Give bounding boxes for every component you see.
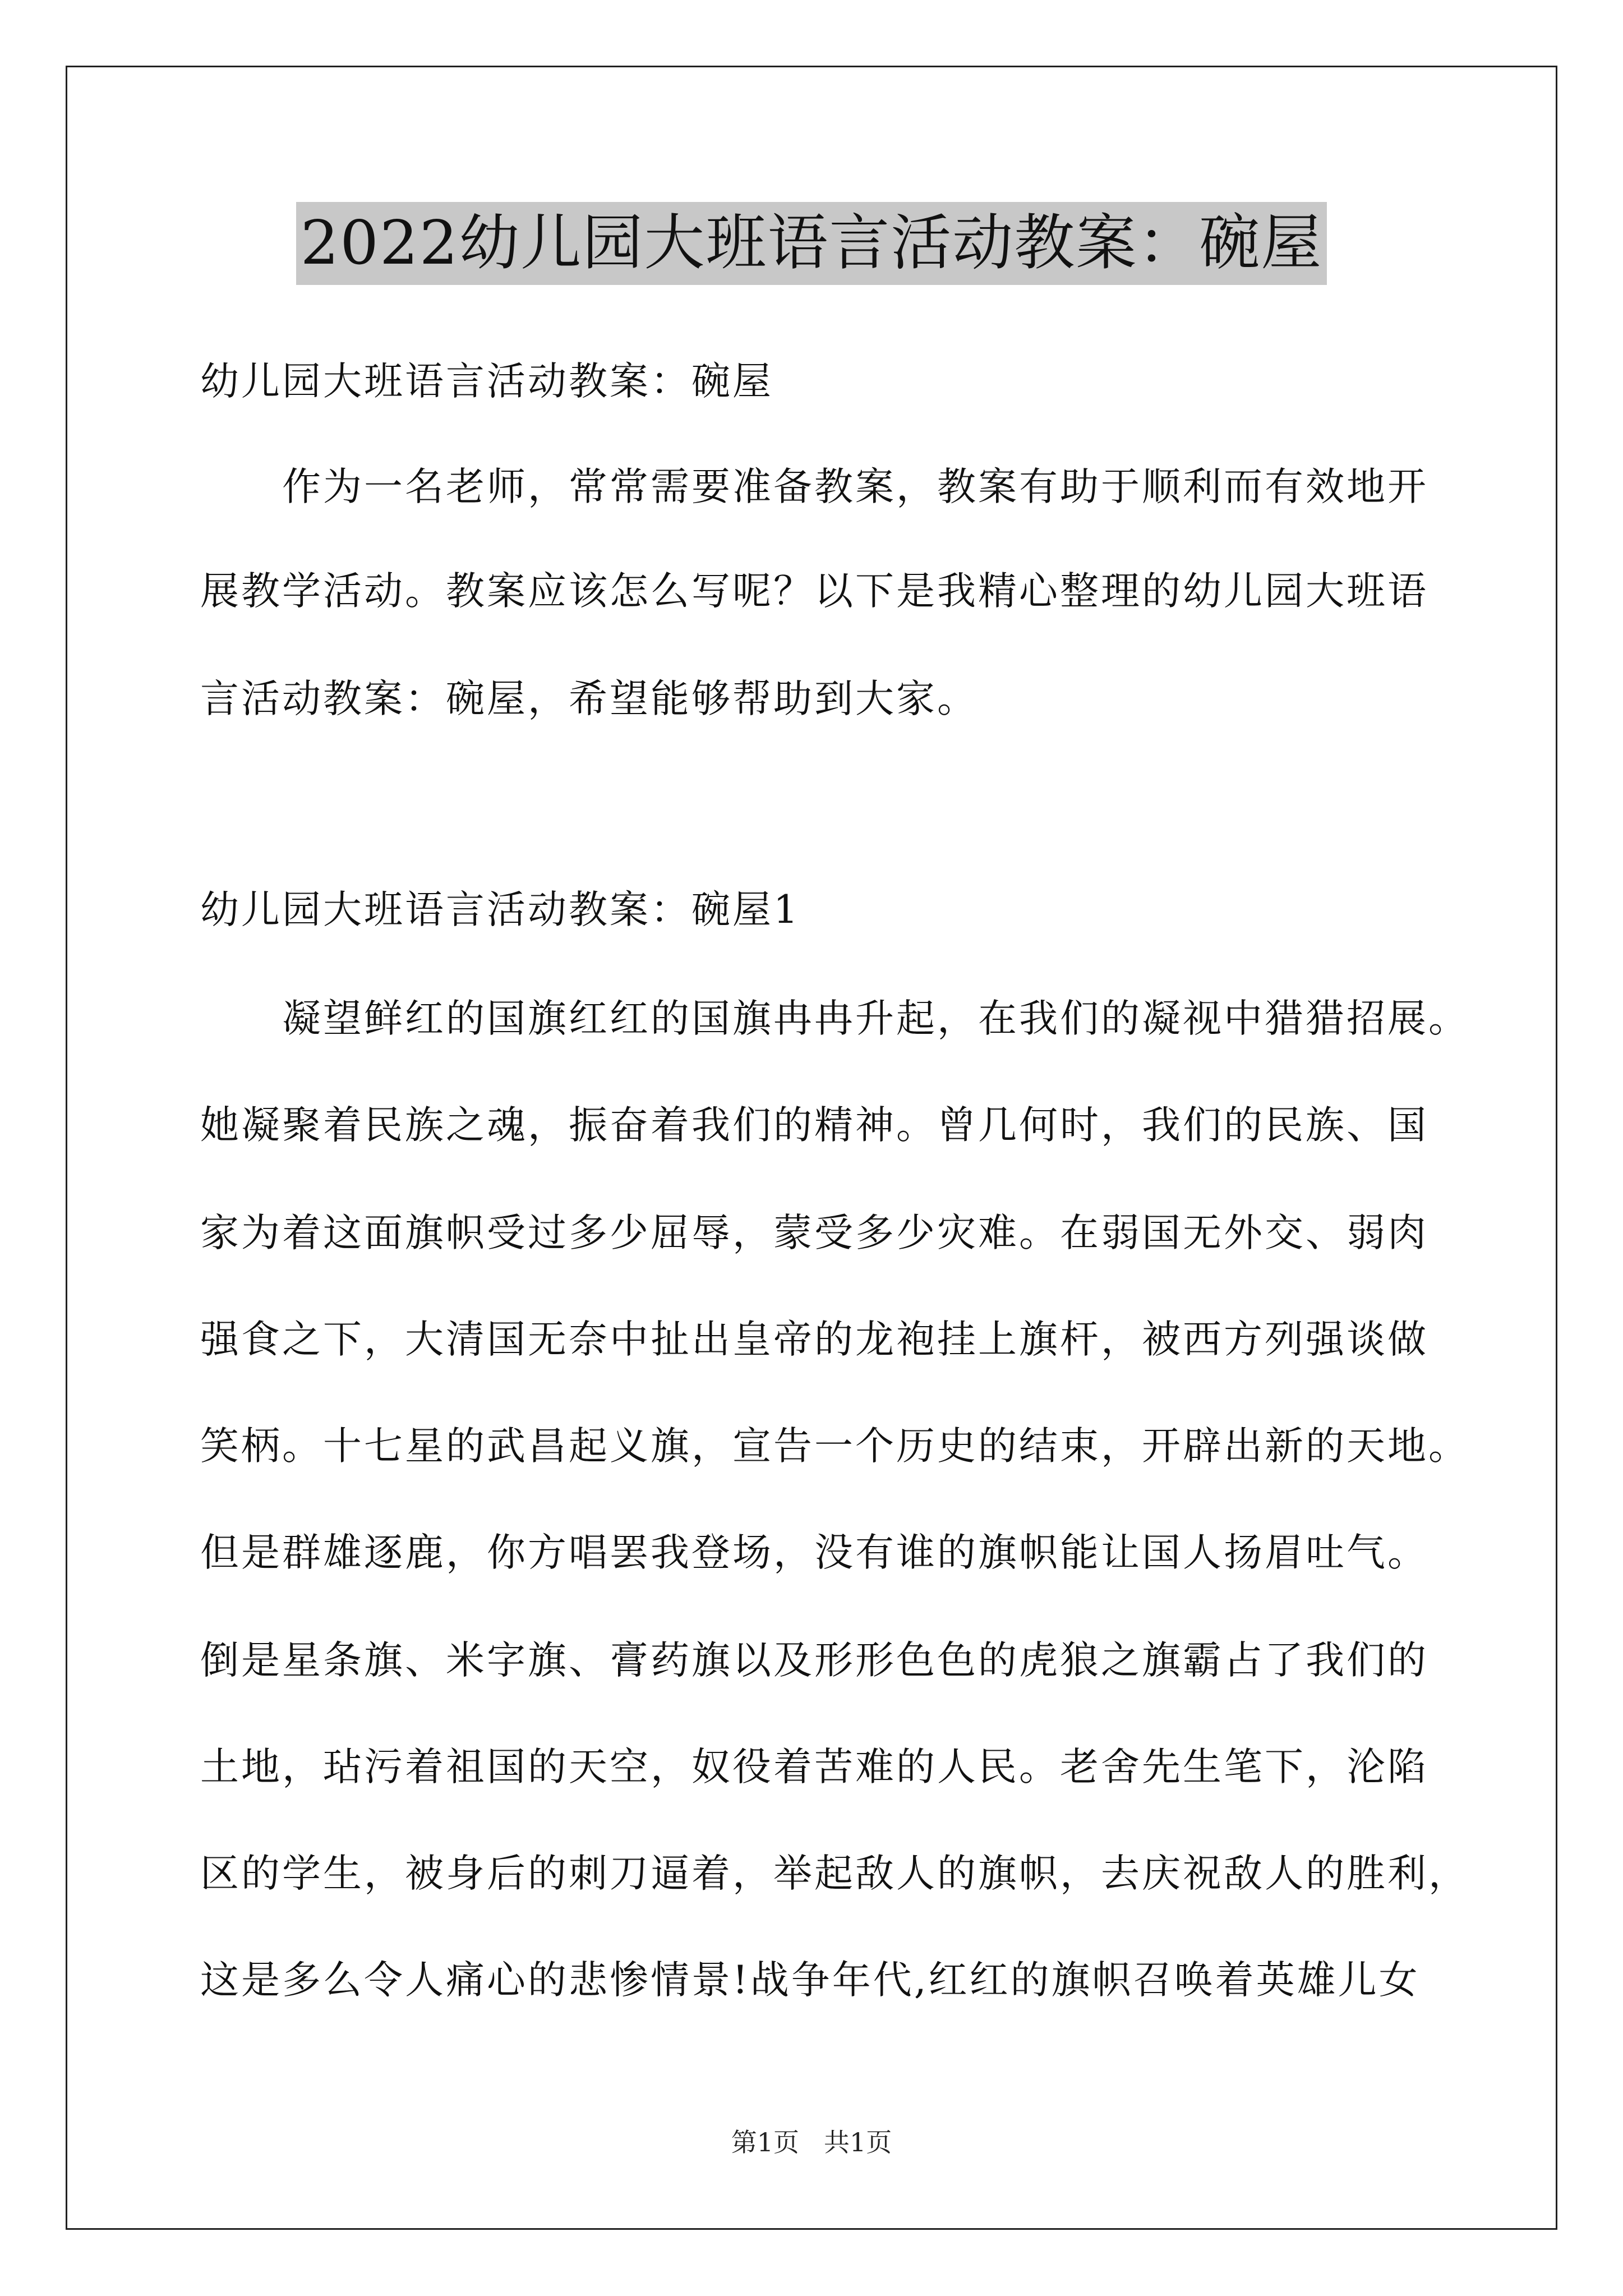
body-line: 土地，玷污着祖国的天空，奴役着苦难的人民。老舍先生笔下，沦陷 xyxy=(200,1745,1428,1789)
body-line: 倒是星条旗、米字旗、膏药旗以及形形色色的虎狼之旗霸占了我们的 xyxy=(200,1638,1428,1683)
body-line: 她凝聚着民族之魂，振奋着我们的精神。曾几何时，我们的民族、国 xyxy=(200,1103,1428,1148)
body-line: 笑柄。十七星的武昌起义旗，宣告一个历史的结束，开辟出新的天地。 xyxy=(200,1424,1469,1469)
document-subtitle: 幼儿园大班语言活动教案：碗屋 xyxy=(200,359,773,404)
body-line: 但是群雄逐鹿，你方唱罢我登场，没有谁的旗帜能让国人扬眉吐气。 xyxy=(200,1530,1428,1575)
body-line: 强食之下，大清国无奈中扯出皇帝的龙袍挂上旗杆，被西方列强谈做 xyxy=(200,1317,1428,1362)
intro-line: 展教学活动。教案应该怎么写呢？以下是我精心整理的幼儿园大班语 xyxy=(200,569,1428,614)
intro-line: 作为一名老师，常常需要准备教案，教案有助于顺利而有效地开 xyxy=(200,464,1428,509)
body-line: 区的学生，被身后的刺刀逼着，举起敌人的旗帜，去庆祝敌人的胜利， xyxy=(200,1851,1469,1896)
title-container xyxy=(0,202,1623,285)
page-footer xyxy=(0,2125,1623,2159)
intro-line: 言活动教案：碗屋，希望能够帮助到大家。 xyxy=(200,677,978,721)
page-number-current: 第1页 xyxy=(731,2127,800,2157)
body-line: 这是多么令人痛心的悲惨情景!战争年代,红红的旗帜召唤着英雄儿女 xyxy=(200,1958,1420,2003)
document-title: 2022幼儿园大班语言活动教案：碗屋 xyxy=(296,202,1327,285)
section-heading: 幼儿园大班语言活动教案：碗屋1 xyxy=(200,887,800,932)
body-line: 凝望鲜红的国旗红红的国旗冉冉升起，在我们的凝视中猎猎招展。 xyxy=(200,996,1469,1041)
body-line: 家为着这面旗帜受过多少屈辱，蒙受多少灾难。在弱国无外交、弱肉 xyxy=(200,1211,1428,1255)
page-number-total: 共1页 xyxy=(823,2127,892,2157)
